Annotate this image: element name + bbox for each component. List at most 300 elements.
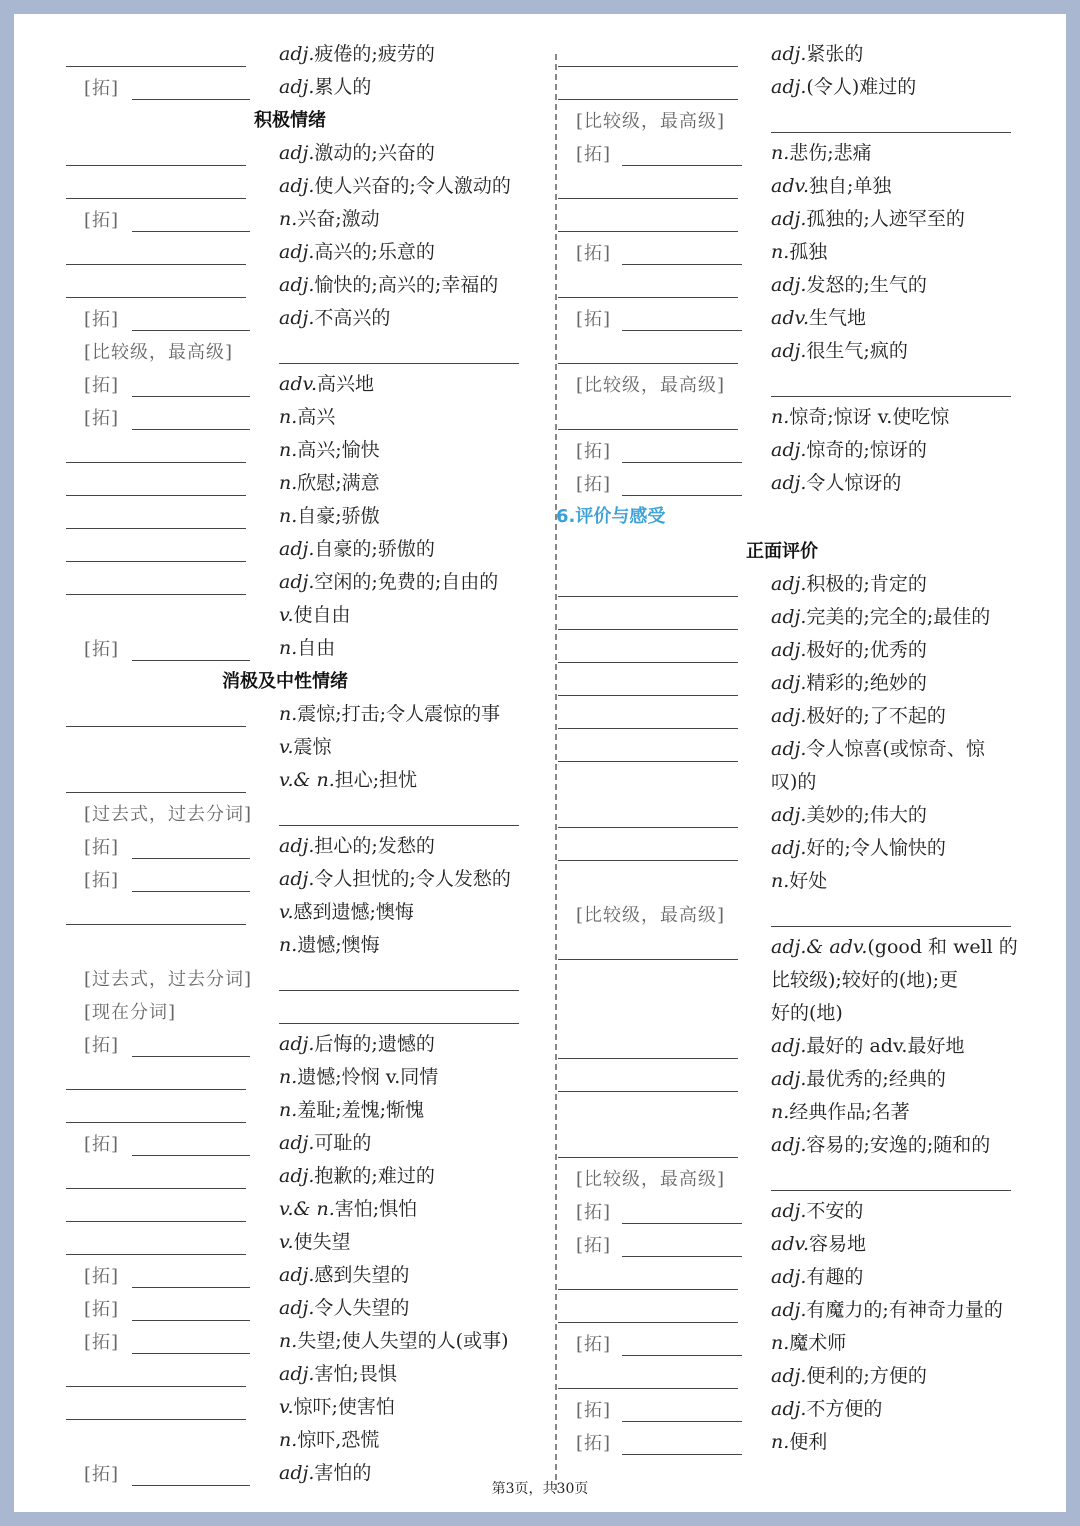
part-of-speech: adj. xyxy=(771,1365,807,1387)
word-meaning xyxy=(771,1262,863,1289)
word-meaning xyxy=(771,602,990,629)
word-meaning xyxy=(279,600,351,627)
meaning-text: 好处 xyxy=(789,870,828,892)
meaning-text: 很生气;疯的 xyxy=(806,340,908,362)
extension-tag: [拓] xyxy=(84,639,120,660)
part-of-speech: adj. xyxy=(279,1363,315,1385)
answer-blank[interactable] xyxy=(771,1166,1011,1191)
meaning-text: 最优秀的;经典的 xyxy=(806,1068,946,1090)
word-meaning xyxy=(771,734,985,761)
meaning-text: 欣慰;满意 xyxy=(297,472,380,494)
word-meaning xyxy=(279,501,380,528)
meaning-text: 可耻的 xyxy=(314,1132,372,1154)
extension-tag: [拓] xyxy=(84,1464,120,1485)
part-of-speech: n. xyxy=(771,406,790,428)
meaning-text: 惊奇;惊讶 v.使吃惊 xyxy=(789,406,950,428)
word-meaning xyxy=(771,1064,946,1091)
part-of-speech: n. xyxy=(279,1429,298,1451)
word-blank[interactable] xyxy=(66,240,246,265)
word-meaning xyxy=(279,1029,435,1056)
meaning-text: 容易地 xyxy=(809,1233,867,1255)
word-blank[interactable] xyxy=(558,1265,738,1290)
meaning-continuation: 比较级);较好的(地);更 xyxy=(771,969,959,991)
part-of-speech: n. xyxy=(771,241,790,263)
part-of-speech: adj. xyxy=(771,43,807,65)
meaning-text: 后悔的;遗憾的 xyxy=(314,1033,435,1055)
part-of-speech: adj. xyxy=(771,1299,807,1321)
word-blank[interactable] xyxy=(558,273,738,298)
meaning-text: 失望;使人失望的人(或事) xyxy=(297,1330,509,1352)
word-blank[interactable] xyxy=(622,1397,742,1422)
meaning-text: 令人惊讶的 xyxy=(806,472,902,494)
meaning-text: 美妙的;伟大的 xyxy=(806,804,927,826)
word-meaning xyxy=(279,1095,424,1122)
extension-tag: [拓] xyxy=(576,1235,612,1256)
word-meaning xyxy=(279,435,380,462)
extension-tag: [比较级，最高级] xyxy=(576,905,726,926)
extension-tag: [拓] xyxy=(84,375,120,396)
extension-tag: [拓] xyxy=(576,1400,612,1421)
extension-tag: [拓] xyxy=(576,144,612,165)
word-meaning xyxy=(771,701,946,728)
group-heading: 正面评价 xyxy=(746,541,818,562)
column-divider xyxy=(555,54,557,1490)
word-blank[interactable] xyxy=(66,438,246,463)
part-of-speech: adj.& adv. xyxy=(771,936,868,958)
word-blank[interactable] xyxy=(66,471,246,496)
meaning-text: 遗憾;懊悔 xyxy=(297,934,380,956)
word-meaning xyxy=(771,72,916,99)
word-meaning xyxy=(279,72,371,99)
answer-blank[interactable] xyxy=(771,108,1011,133)
word-meaning xyxy=(771,171,891,198)
meaning-text: 空闲的;免费的;自由的 xyxy=(314,571,499,593)
word-meaning xyxy=(771,1196,863,1223)
word-blank[interactable] xyxy=(66,537,246,562)
part-of-speech: adj. xyxy=(771,672,807,694)
word-blank[interactable] xyxy=(132,306,250,331)
answer-blank[interactable] xyxy=(279,339,519,364)
part-of-speech: adj. xyxy=(771,837,807,859)
part-of-speech: v. xyxy=(279,736,294,758)
meaning-text: 惊吓,恐慌 xyxy=(297,1429,380,1451)
word-blank[interactable] xyxy=(558,174,738,199)
meaning-text: 悲伤;悲痛 xyxy=(789,142,872,164)
worksheet-page xyxy=(14,14,1066,1512)
word-blank[interactable] xyxy=(558,75,738,100)
meaning-text: 极好的;优秀的 xyxy=(806,639,927,661)
part-of-speech: n. xyxy=(771,142,790,164)
word-blank[interactable] xyxy=(66,1395,246,1420)
word-blank[interactable] xyxy=(558,1364,738,1389)
meaning-text: 疲倦的;疲劳的 xyxy=(314,43,435,65)
meaning-text: 有趣的 xyxy=(806,1266,864,1288)
word-meaning xyxy=(279,270,498,297)
part-of-speech: n. xyxy=(279,472,298,494)
word-meaning xyxy=(771,1130,990,1157)
meaning-text: 惊奇的;惊讶的 xyxy=(806,439,927,461)
word-meaning xyxy=(771,237,827,264)
word-blank[interactable] xyxy=(558,638,738,663)
meaning-text: 极好的;了不起的 xyxy=(806,705,946,727)
part-of-speech: adj. xyxy=(771,1266,807,1288)
part-of-speech: adj. xyxy=(279,76,315,98)
word-meaning xyxy=(279,237,435,264)
meaning-text: 发怒的;生气的 xyxy=(806,274,927,296)
word-blank[interactable] xyxy=(66,1362,246,1387)
part-of-speech: n. xyxy=(279,934,298,956)
word-blank[interactable] xyxy=(558,803,738,828)
part-of-speech: n. xyxy=(279,208,298,230)
word-meaning xyxy=(771,1229,866,1256)
part-of-speech: adj. xyxy=(771,274,807,296)
word-meaning xyxy=(771,866,827,893)
word-blank[interactable] xyxy=(66,174,246,199)
extension-tag: [拓] xyxy=(84,78,120,99)
word-meaning xyxy=(279,1359,397,1386)
word-meaning xyxy=(771,468,901,495)
meaning-text: 累人的 xyxy=(314,76,372,98)
word-meaning xyxy=(279,1062,438,1089)
part-of-speech: adj. xyxy=(771,1068,807,1090)
meaning-text: 好的;令人愉快的 xyxy=(806,837,946,859)
part-of-speech: adj. xyxy=(771,705,807,727)
part-of-speech: n. xyxy=(279,406,298,428)
extension-tag: [拓] xyxy=(84,210,120,231)
word-blank[interactable] xyxy=(558,704,738,729)
meaning-text: 便利的;方便的 xyxy=(806,1365,927,1387)
word-blank[interactable] xyxy=(66,273,246,298)
part-of-speech: adj. xyxy=(279,142,315,164)
word-meaning xyxy=(279,204,380,231)
word-blank[interactable] xyxy=(558,836,738,861)
word-meaning xyxy=(279,1425,379,1452)
meaning-text: 担心的;发愁的 xyxy=(314,835,435,857)
part-of-speech: n. xyxy=(279,505,298,527)
word-meaning xyxy=(279,1194,417,1221)
extension-tag: [拓] xyxy=(84,837,120,858)
word-meaning xyxy=(279,534,435,561)
extension-tag: [拓] xyxy=(576,1334,612,1355)
meaning-text: 遗憾;怜悯 v.同情 xyxy=(297,1066,439,1088)
word-meaning xyxy=(279,567,498,594)
meaning-text: 自由 xyxy=(297,637,336,659)
word-meaning xyxy=(771,1295,1003,1322)
word-blank[interactable] xyxy=(132,372,250,397)
meaning-text: 愉快的;高兴的;幸福的 xyxy=(314,274,499,296)
part-of-speech: n. xyxy=(771,1431,790,1453)
meaning-text: 激动的;兴奋的 xyxy=(314,142,435,164)
meaning-text: 高兴 xyxy=(297,406,336,428)
word-blank[interactable] xyxy=(558,1067,738,1092)
part-of-speech: adj. xyxy=(771,804,807,826)
word-meaning xyxy=(279,765,417,792)
part-of-speech: adj. xyxy=(279,1297,315,1319)
meaning-text: 令人惊喜(或惊奇、惊 xyxy=(806,738,985,760)
answer-blank[interactable] xyxy=(771,372,1011,397)
meaning-text: 羞耻;羞愧;惭愧 xyxy=(297,1099,425,1121)
word-blank[interactable] xyxy=(558,671,738,696)
extension-tag: [拓] xyxy=(84,1035,120,1056)
word-blank[interactable] xyxy=(558,737,738,762)
word-blank[interactable] xyxy=(132,1263,250,1288)
word-blank[interactable] xyxy=(66,768,246,793)
meaning-text: 令人失望的 xyxy=(314,1297,410,1319)
meaning-text: 担心;担忧 xyxy=(334,769,418,791)
section-title: 6.评价与感受 xyxy=(556,506,666,527)
word-blank[interactable] xyxy=(132,636,250,661)
part-of-speech: adj. xyxy=(279,1165,315,1187)
word-blank[interactable] xyxy=(558,207,738,232)
part-of-speech: adv. xyxy=(279,373,318,395)
meaning-text: 紧张的 xyxy=(806,43,864,65)
extension-tag: [拓] xyxy=(84,408,120,429)
meaning-text: 魔术师 xyxy=(789,1332,847,1354)
part-of-speech: adj. xyxy=(771,1134,807,1156)
meaning-text: 不安的 xyxy=(806,1200,864,1222)
word-meaning xyxy=(279,1260,409,1287)
part-of-speech: v. xyxy=(279,1396,294,1418)
extension-tag: [拓] xyxy=(84,1266,120,1287)
word-blank[interactable] xyxy=(132,75,250,100)
part-of-speech: adv. xyxy=(771,175,810,197)
word-meaning xyxy=(771,1097,910,1124)
meaning-text: 抱歉的;难过的 xyxy=(314,1165,435,1187)
meaning-text: 独自;单独 xyxy=(809,175,892,197)
part-of-speech: v. xyxy=(279,604,294,626)
meaning-text: 害怕;畏惧 xyxy=(314,1363,397,1385)
word-meaning xyxy=(279,1227,351,1254)
part-of-speech: adj. xyxy=(771,1398,807,1420)
meaning-continuation: 好的(地) xyxy=(771,1002,843,1024)
word-meaning xyxy=(279,699,500,726)
word-meaning xyxy=(771,1031,964,1058)
word-blank[interactable] xyxy=(622,1430,742,1455)
word-blank[interactable] xyxy=(558,572,738,597)
part-of-speech: adj. xyxy=(771,439,807,461)
word-blank[interactable] xyxy=(132,834,250,859)
meaning-text: 完美的;完全的;最佳的 xyxy=(806,606,991,628)
extension-tag: [拓] xyxy=(576,243,612,264)
part-of-speech: adj. xyxy=(279,274,315,296)
part-of-speech: v.& n. xyxy=(279,769,335,791)
meaning-text: 高兴的;乐意的 xyxy=(314,241,435,263)
word-meaning xyxy=(279,1128,371,1155)
meaning-text: 精彩的;绝妙的 xyxy=(806,672,927,694)
word-meaning xyxy=(771,833,946,860)
part-of-speech: adj. xyxy=(279,175,315,197)
part-of-speech: adv. xyxy=(771,1233,810,1255)
word-meaning xyxy=(771,1394,882,1421)
part-of-speech: adv. xyxy=(771,307,810,329)
word-blank[interactable] xyxy=(622,306,742,331)
extension-tag: [拓] xyxy=(84,870,120,891)
word-meaning xyxy=(771,1361,927,1388)
word-meaning xyxy=(279,1392,395,1419)
extension-tag: [拓] xyxy=(576,1202,612,1223)
word-blank[interactable] xyxy=(132,207,250,232)
word-blank[interactable] xyxy=(622,1331,742,1356)
word-blank[interactable] xyxy=(558,935,738,960)
word-blank[interactable] xyxy=(622,1199,742,1224)
part-of-speech: adj. xyxy=(771,738,807,760)
word-meaning xyxy=(771,932,1018,959)
word-meaning xyxy=(771,668,927,695)
extension-tag: [比较级，最高级] xyxy=(576,375,726,396)
word-blank[interactable] xyxy=(132,1032,250,1057)
meaning-text: 便利 xyxy=(789,1431,828,1453)
part-of-speech: n. xyxy=(771,1332,790,1354)
word-meaning xyxy=(771,270,927,297)
word-meaning xyxy=(279,732,332,759)
extension-tag: [比较级，最高级] xyxy=(576,111,726,132)
meaning-text: 经典作品;名著 xyxy=(789,1101,910,1123)
word-meaning xyxy=(279,468,380,495)
word-meaning xyxy=(279,303,390,330)
part-of-speech: n. xyxy=(279,1066,298,1088)
part-of-speech: adj. xyxy=(771,1200,807,1222)
word-blank[interactable] xyxy=(66,900,246,925)
part-of-speech: adj. xyxy=(279,571,315,593)
part-of-speech: adj. xyxy=(279,538,315,560)
word-blank[interactable] xyxy=(66,42,246,67)
word-blank[interactable] xyxy=(558,405,738,430)
meaning-text: 感到失望的 xyxy=(314,1264,410,1286)
word-meaning xyxy=(771,435,927,462)
word-blank[interactable] xyxy=(132,405,250,430)
word-blank[interactable] xyxy=(66,1164,246,1189)
meaning-continuation: 叹)的 xyxy=(771,771,817,793)
part-of-speech: adj. xyxy=(279,43,315,65)
extension-tag: [拓] xyxy=(84,309,120,330)
word-meaning xyxy=(279,39,435,66)
part-of-speech: adj. xyxy=(771,472,807,494)
part-of-speech: adj. xyxy=(279,1462,315,1484)
word-meaning xyxy=(279,369,374,396)
word-meaning xyxy=(279,1161,435,1188)
part-of-speech: v. xyxy=(279,901,294,923)
answer-blank[interactable] xyxy=(771,902,1011,927)
word-blank[interactable] xyxy=(622,438,742,463)
part-of-speech: adj. xyxy=(279,1132,315,1154)
word-blank[interactable] xyxy=(622,240,742,265)
word-blank[interactable] xyxy=(132,1131,250,1156)
meaning-text: 有魔力的;有神奇力量的 xyxy=(806,1299,1003,1321)
meaning-text: 惊吓;使害怕 xyxy=(293,1396,395,1418)
word-meaning xyxy=(279,864,511,891)
part-of-speech: adj. xyxy=(279,1033,315,1055)
extension-tag: [现在分词] xyxy=(84,1002,177,1023)
extension-tag: [过去式，过去分词] xyxy=(84,804,253,825)
meaning-text: 使失望 xyxy=(293,1231,351,1253)
part-of-speech: n. xyxy=(279,703,298,725)
word-blank[interactable] xyxy=(66,570,246,595)
word-meaning xyxy=(771,800,927,827)
word-meaning xyxy=(279,171,511,198)
part-of-speech: adj. xyxy=(279,868,315,890)
word-blank[interactable] xyxy=(132,1329,250,1354)
word-blank[interactable] xyxy=(622,1232,742,1257)
group-heading: 积极情绪 xyxy=(254,110,326,131)
part-of-speech: n. xyxy=(771,870,790,892)
word-blank[interactable] xyxy=(622,141,742,166)
meaning-text: 孤独 xyxy=(789,241,828,263)
word-meaning xyxy=(771,39,863,66)
part-of-speech: adj. xyxy=(771,208,807,230)
word-meaning xyxy=(279,831,435,858)
word-blank[interactable] xyxy=(132,1296,250,1321)
word-blank[interactable] xyxy=(66,1065,246,1090)
meaning-text: 不高兴的 xyxy=(314,307,391,329)
word-meaning xyxy=(771,303,866,330)
word-blank[interactable] xyxy=(66,141,246,166)
meaning-text: 感到遗憾;懊悔 xyxy=(293,901,414,923)
word-blank[interactable] xyxy=(132,867,250,892)
part-of-speech: adj. xyxy=(771,76,807,98)
meaning-text: 自豪;骄傲 xyxy=(297,505,380,527)
answer-blank[interactable] xyxy=(279,801,519,826)
meaning-text: 使自由 xyxy=(293,604,351,626)
word-blank[interactable] xyxy=(66,1098,246,1123)
meaning-text: (good 和 well 的 xyxy=(867,936,1018,958)
part-of-speech: n. xyxy=(279,1099,298,1121)
extension-tag: [拓] xyxy=(576,1433,612,1454)
meaning-text: 使人兴奋的;令人激动的 xyxy=(314,175,511,197)
part-of-speech: adj. xyxy=(771,639,807,661)
part-of-speech: adj. xyxy=(771,573,807,595)
part-of-speech: adj. xyxy=(279,241,315,263)
word-meaning xyxy=(771,1427,827,1454)
word-blank[interactable] xyxy=(558,1034,738,1059)
word-blank[interactable] xyxy=(558,605,738,630)
meaning-text: 害怕的 xyxy=(314,1462,372,1484)
meaning-text: 震惊 xyxy=(293,736,332,758)
meaning-text: 生气地 xyxy=(809,307,867,329)
extension-tag: [拓] xyxy=(84,1299,120,1320)
word-blank[interactable] xyxy=(66,504,246,529)
word-blank[interactable] xyxy=(558,42,738,67)
word-blank[interactable] xyxy=(558,1298,738,1323)
word-meaning xyxy=(771,402,949,429)
part-of-speech: v.& n. xyxy=(279,1198,335,1220)
meaning-text: 震惊;打击;令人震惊的事 xyxy=(297,703,501,725)
part-of-speech: adj. xyxy=(771,340,807,362)
meaning-text: 孤独的;人迹罕至的 xyxy=(806,208,965,230)
meaning-text: 最好的 adv.最好地 xyxy=(806,1035,965,1057)
meaning-text: 高兴;愉快 xyxy=(297,439,380,461)
answer-blank[interactable] xyxy=(279,966,519,991)
word-blank[interactable] xyxy=(66,1230,246,1255)
meaning-text: 自豪的;骄傲的 xyxy=(314,538,435,560)
word-meaning xyxy=(771,635,927,662)
word-meaning xyxy=(279,402,335,429)
word-blank[interactable] xyxy=(558,339,738,364)
group-heading: 消极及中性情绪 xyxy=(222,671,348,692)
answer-blank[interactable] xyxy=(279,999,519,1024)
word-meaning xyxy=(279,897,414,924)
word-meaning xyxy=(279,1293,409,1320)
word-blank[interactable] xyxy=(622,471,742,496)
word-blank[interactable] xyxy=(558,1133,738,1158)
part-of-speech: adj. xyxy=(279,1264,315,1286)
word-blank[interactable] xyxy=(66,1197,246,1222)
meaning-text: 不方便的 xyxy=(806,1398,883,1420)
meaning-text: 兴奋;激动 xyxy=(297,208,380,230)
word-meaning xyxy=(279,930,380,957)
part-of-speech: adj. xyxy=(279,835,315,857)
extension-tag: [比较级，最高级] xyxy=(576,1169,726,1190)
word-blank[interactable] xyxy=(66,702,246,727)
